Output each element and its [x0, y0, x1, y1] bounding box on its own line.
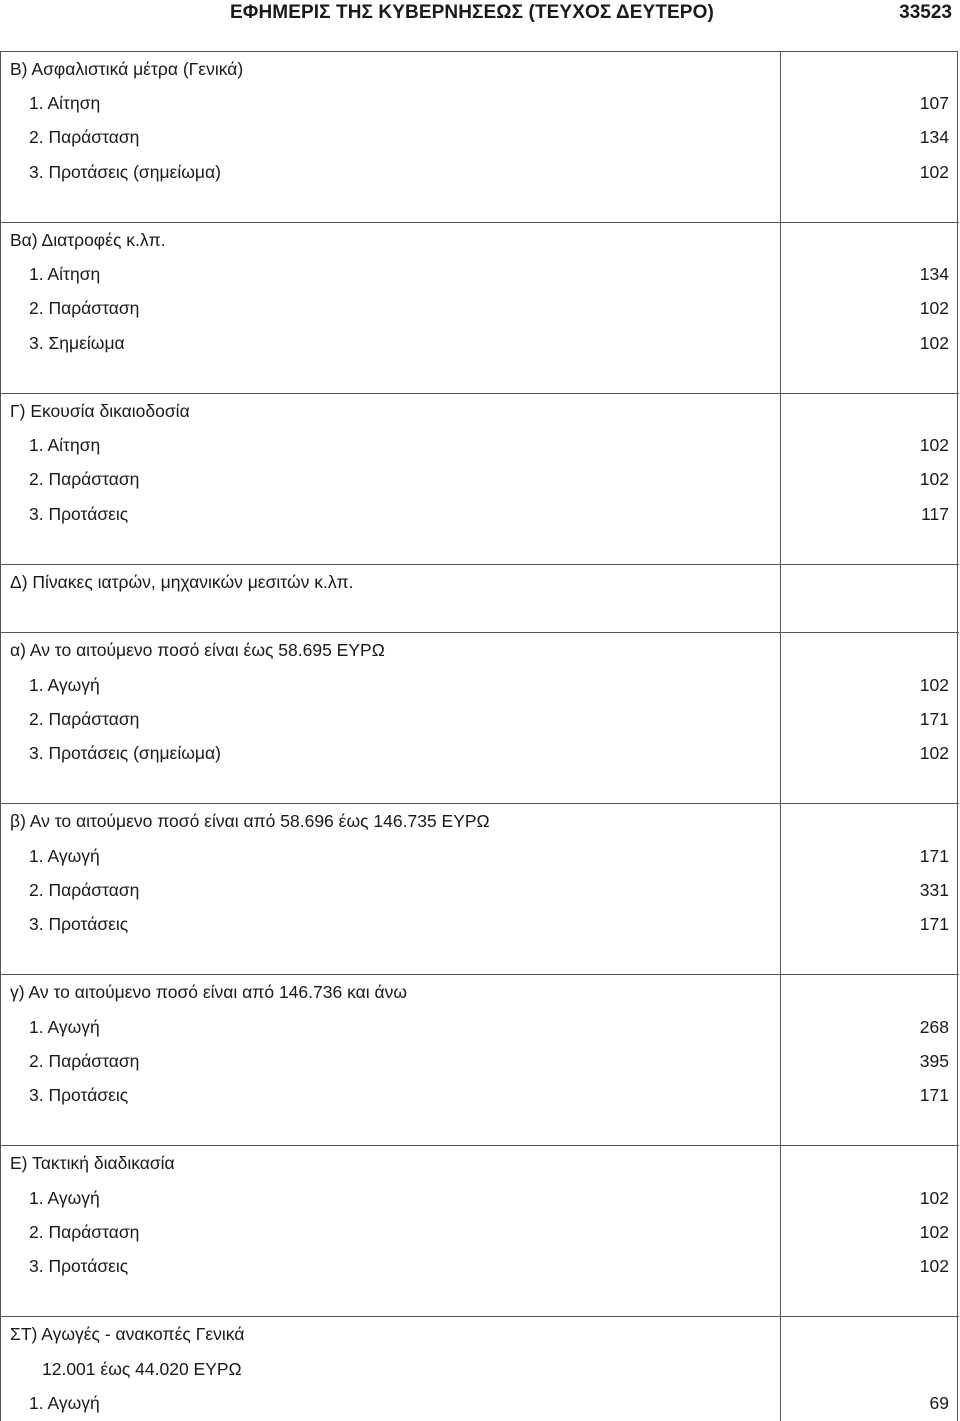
- table-row: [1, 428, 959, 462]
- spacer-row: [1, 1112, 959, 1146]
- row-fee-value: 331: [919, 879, 949, 900]
- spacer-row: [1, 770, 959, 804]
- row-fee-value: 102: [919, 161, 949, 182]
- row-fee-value: 102: [919, 435, 949, 456]
- row-fee-value: 171: [919, 845, 949, 866]
- row-label: 3. Προτάσεις (σημείωμα): [29, 743, 221, 763]
- row-label: 3. Προτάσεις: [29, 914, 129, 934]
- row-label: β) Αν το αιτούμενο ποσό είναι από 58.696 έως 146.735 ΕΥΡΩ: [10, 811, 490, 832]
- table-row: [1, 120, 959, 154]
- row-fee-value: 102: [919, 332, 949, 353]
- table-row: [1, 1010, 959, 1044]
- table-row: [1, 155, 959, 189]
- page-number: 33523: [899, 2, 952, 23]
- row-label: 1. Αίτηση: [29, 264, 101, 285]
- table-row: [1, 873, 959, 907]
- table-row: [1, 1146, 959, 1180]
- row-label: Βα) Διατροφές κ.λπ.: [10, 230, 166, 250]
- row-fee-value: 102: [919, 1256, 949, 1276]
- table-row: [1, 497, 959, 531]
- page-header: [0, 0, 960, 28]
- row-fee-value: 69: [929, 1392, 949, 1413]
- spacer-row: [1, 360, 959, 394]
- row-label: Β) Ασφαλιστικά μέτρα (Γενικά): [10, 59, 244, 79]
- row-fee-value: 102: [919, 743, 949, 763]
- row-label: 2. Παράσταση: [29, 1221, 140, 1242]
- row-label: 3. Προτάσεις: [29, 1085, 129, 1105]
- row-fee-value: 117: [921, 503, 949, 524]
- table-row: [1, 907, 959, 941]
- row-fee-value: 102: [919, 1221, 949, 1242]
- table-row: [1, 1249, 959, 1283]
- table-row: [1, 52, 959, 86]
- table-row: [1, 1044, 959, 1078]
- row-label: γ) Αν το αιτούμενο ποσό είναι από 146.736 και άνω: [10, 982, 408, 1003]
- row-label: 1. Αγωγή: [29, 1392, 100, 1413]
- row-label: 1. Αγωγή: [29, 845, 100, 866]
- table-row: [1, 462, 959, 496]
- row-label: 12.001 έως 44.020 ΕΥΡΩ: [42, 1358, 242, 1379]
- table-row: [1, 633, 959, 667]
- table-row: [1, 668, 959, 702]
- table-row: [1, 223, 959, 257]
- row-fee-value: 395: [919, 1050, 949, 1071]
- row-fee-value: 268: [919, 1016, 949, 1037]
- row-label: Ε) Τακτική διαδικασία: [10, 1153, 175, 1174]
- row-label: 2. Παράσταση: [29, 708, 140, 729]
- row-label: 2. Παράσταση: [29, 127, 140, 148]
- table-row: [1, 1386, 959, 1420]
- table-row: [1, 702, 959, 736]
- row-label: 1. Αγωγή: [29, 1016, 100, 1037]
- table-row: [1, 736, 959, 770]
- row-label: 3. Προτάσεις: [29, 503, 129, 524]
- spacer-row: [1, 1283, 959, 1317]
- row-fee-value: 171: [919, 1085, 949, 1105]
- row-fee-value: 171: [919, 708, 949, 729]
- row-label: 2. Παράσταση: [29, 879, 140, 900]
- row-fee-value: 171: [919, 914, 949, 934]
- row-fee-value: 134: [919, 264, 949, 285]
- spacer-row: [1, 941, 959, 975]
- row-label: Γ) Εκουσία δικαιοδοσία: [10, 401, 190, 421]
- row-fee-value: 102: [919, 674, 949, 695]
- row-fee-value: 102: [919, 298, 949, 319]
- row-fee-value: 102: [919, 1187, 949, 1208]
- table-row: [1, 257, 959, 291]
- gazette-title: ΕΦΗΜΕΡΙΣ ΤΗΣ ΚΥΒΕΡΝΗΣΕΩΣ (ΤΕΥΧΟΣ ΔΕΥΤΕΡΟ): [230, 2, 714, 23]
- table-row: [1, 839, 959, 873]
- row-label: ΣΤ) Αγωγές - ανακοπές Γενικά: [10, 1324, 245, 1345]
- fee-table: [0, 51, 958, 1421]
- table-row: [1, 1215, 959, 1249]
- row-label: α) Αν το αιτούμενο ποσό είναι έως 58.695 ΕΥΡΩ: [10, 640, 385, 661]
- table-row: [1, 1181, 959, 1215]
- table-row: [1, 1352, 959, 1386]
- table-row: [1, 291, 959, 325]
- row-label: 3. Προτάσεις: [29, 1256, 129, 1276]
- table-row: [1, 86, 959, 120]
- row-label: 1. Αγωγή: [29, 674, 100, 695]
- row-label: 1. Αίτηση: [29, 435, 101, 456]
- table-row: [1, 326, 959, 360]
- table-row: [1, 804, 959, 838]
- table-row: [1, 394, 959, 428]
- row-label: 2. Παράσταση: [29, 469, 140, 490]
- row-label: 3. Προτάσεις (σημείωμα): [29, 161, 221, 182]
- row-label: 3. Σημείωμα: [29, 332, 125, 353]
- spacer-row: [1, 189, 959, 223]
- row-label: 2. Παράσταση: [29, 1050, 140, 1071]
- row-label: 2. Παράσταση: [29, 298, 140, 319]
- table-row: [1, 1078, 959, 1112]
- table-row: [1, 975, 959, 1009]
- row-label: 1. Αίτηση: [29, 93, 101, 114]
- table-row: [1, 565, 959, 599]
- row-fee-value: 102: [919, 469, 949, 490]
- spacer-row: [1, 531, 959, 565]
- row-label: 1. Αγωγή: [29, 1187, 100, 1208]
- row-fee-value: 134: [919, 127, 949, 148]
- table-row: [1, 1317, 959, 1351]
- row-label: Δ) Πίνακες ιατρών, μηχανικών μεσιτών κ.λπ.: [10, 572, 354, 592]
- spacer-row: [1, 599, 959, 633]
- row-fee-value: 107: [919, 93, 949, 114]
